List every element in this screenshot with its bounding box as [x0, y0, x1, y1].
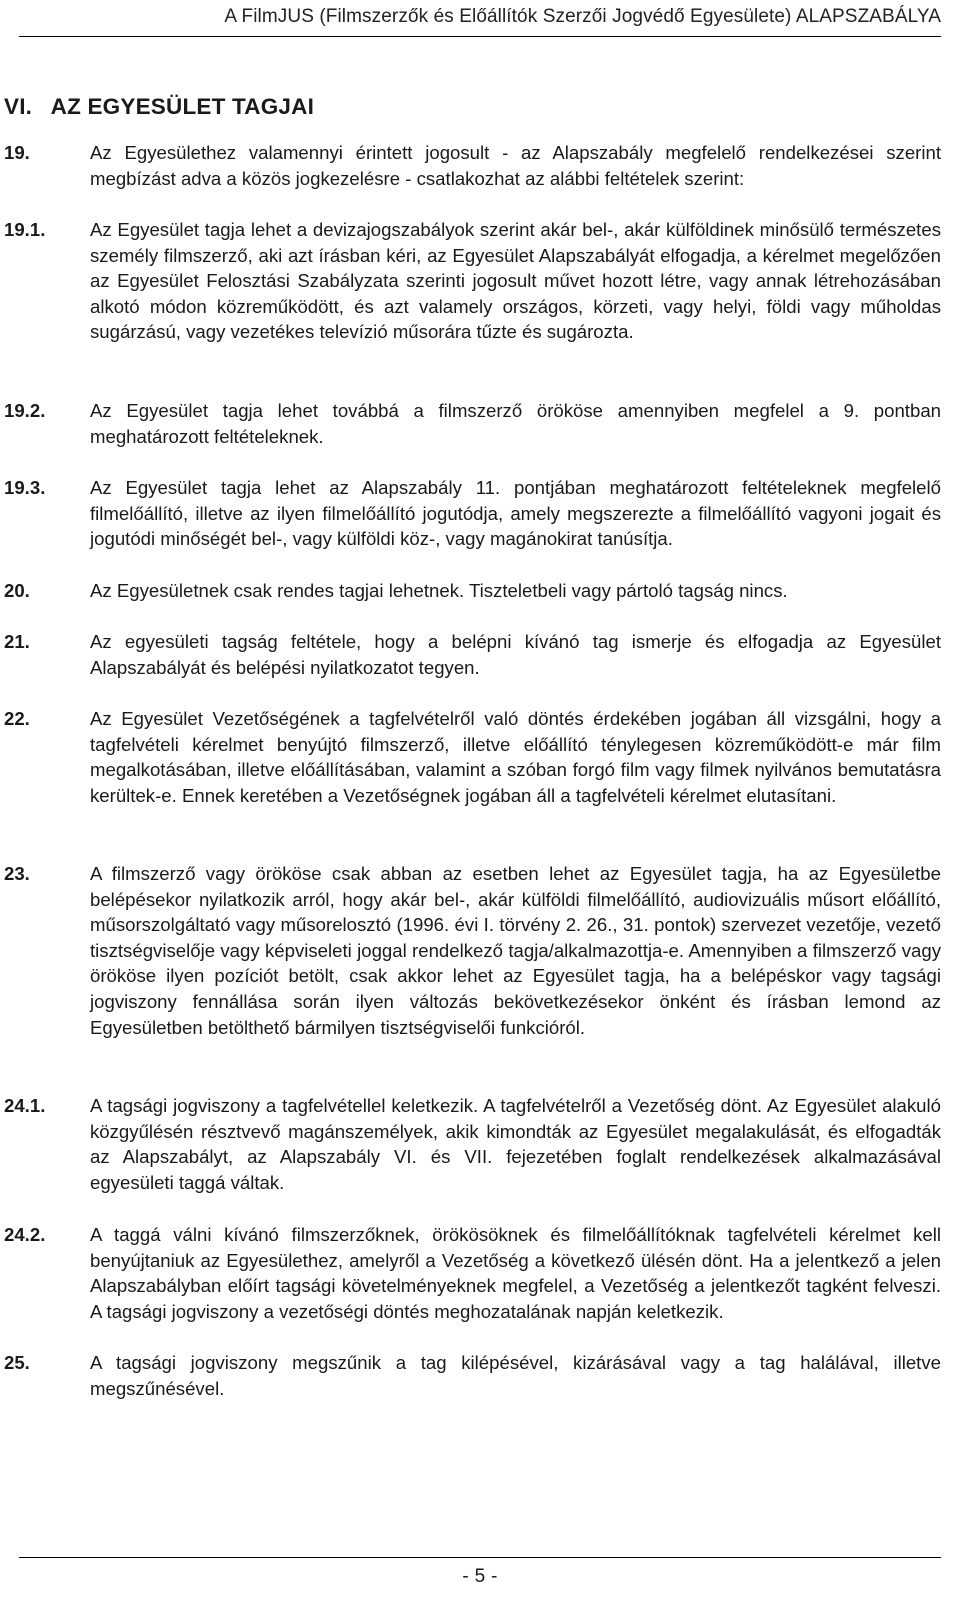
header-rule — [19, 36, 941, 37]
paragraph-text: A tagsági jogviszony a tagfelvétellel keletkezik. A tagfelvételről a Vezetőség dönt. Az Egyesület alakuló közgyűlésén résztvevő magánszemélyek, akik kimondták az Egyesület megalakulását, és elfogadták az Alapszabályt, az Alapszabály VI. és VII. fejezetében foglalt rendelkezések alkalmazásával egyesületi taggá váltak. — [90, 1095, 941, 1193]
paragraph-22 — [4, 706, 941, 808]
paragraph-19-2 — [4, 398, 941, 449]
section-title: VI. AZ EGYESÜLET TAGJAI — [4, 94, 315, 119]
paragraph-text: A taggá válni kívánó filmszerzőknek, örökösöknek és filmelőállítóknak tagfelvételi kérelmet kell benyújtaniuk az Egyesülethez, amelyről a Vezetőség a következő ülésén dönt. Ha a jelentkező a jelen Alapszabályban előírt tagsági követelményeknek megfelel, a Vezetőség a jelentkezőt tagként felveszi. A tagsági jogviszony a vezetőségi döntés meghozatalának napján keletkezik. — [90, 1224, 941, 1322]
paragraph-21 — [4, 629, 941, 680]
paragraph-text: Az Egyesületnek csak rendes tagjai lehetnek. Tiszteletbeli vagy pártoló tagság nincs. — [90, 580, 788, 601]
paragraph-number: 20. — [4, 580, 30, 601]
paragraph-number: 24.2. — [4, 1224, 46, 1245]
paragraph-text: Az Egyesülethez valamennyi érintett jogosult - az Alapszabály megfelelő rendelkezései szerint megbízást adva a közös jogkezelésre - csatlakozhat az alábbi feltételek szerint: — [90, 142, 941, 189]
paragraph-text: Az egyesületi tagság feltétele, hogy a belépni kívánó tag ismerje és elfogadja az Egyesület Alapszabályát és belépési nyilatkozatot tegyen. — [90, 631, 941, 678]
paragraph-number: 22. — [4, 708, 30, 729]
paragraph-23 — [4, 861, 941, 1040]
paragraph-text: A tagsági jogviszony megszűnik a tag kilépésével, kizárásával vagy a tag halálával, illetve megszűnésével. — [90, 1352, 941, 1399]
page-number: - 5 - — [462, 1566, 498, 1587]
paragraph-text: A filmszerző vagy örököse csak abban az esetben lehet az Egyesület tagja, ha az Egyesületbe belépésekor nyilatkozik arról, hogy akár bel-, akár külföldi filmelőállító, audiovizuális műsort előállító, műsorszolgáltató vagy műsorelosztó (1996. évi I. törvény 2. 26., 31. pontok) szervezet vezetője, vezető tisztségviselője vagy képviseleti joggal rendelkező tagja/alkalmazottja-e. Amennyiben a filmszerző vagy örököse ilyen pozíciót betölt, csak akkor lehet az Egyesület tagja, ha a belépéskor vagy tagsági jogviszony fennállása során ilyen változás bekövetkezésekor önként és írásban lemond az Egyesületben betölthető bármilyen tisztségviselői funkcióról. — [90, 863, 941, 1038]
paragraph-number: 23. — [4, 863, 30, 884]
paragraph-24-2 — [4, 1222, 941, 1324]
paragraph-19 — [4, 140, 941, 191]
paragraph-text: Az Egyesület Vezetőségének a tagfelvételről való döntés érdekében jogában áll vizsgálni, hogy a tagfelvételi kérelmet benyújtó filmszerző, illetve előállító ténylegesen közreműködött-e már film megalkotásában, illetve előállításában, valamint a szóban forgó film vagy filmek nyilvános bemutatásra kerültek-e. Ennek keretében a Vezetőségnek jogában áll a tagfelvételi kérelmet elutasítani. — [90, 708, 941, 806]
paragraph-20 — [4, 578, 941, 604]
paragraph-number: 19. — [4, 142, 30, 163]
paragraph-number: 25. — [4, 1352, 30, 1373]
paragraph-number: 24.1. — [4, 1095, 46, 1116]
paragraph-text: Az Egyesület tagja lehet a devizajogszabályok szerint akár bel-, akár külföldinek minősülő természetes személy filmszerző, aki azt írásban kéri, az Egyesület Alapszabályát elfogadja, a kérelmet megelőzően az Egyesület Felosztási Szabályzata szerinti jogosult művet hozott létre, vagy annak létrehozásában alkotó módon közreműködött, és azt valamely országos, körzeti, vagy helyi, földi vagy műholdas sugárzású, vagy vezetékes televízió műsorára tűzte és sugározta. — [90, 219, 941, 343]
footer-rule — [19, 1557, 941, 1558]
paragraph-25 — [4, 1350, 941, 1401]
paragraph-text: Az Egyesület tagja lehet továbbá a filmszerző örököse amennyiben megfelel a 9. pontban meghatározott feltételeknek. — [90, 400, 941, 447]
paragraph-19-3 — [4, 475, 941, 552]
paragraph-number: 19.1. — [4, 219, 46, 240]
running-header: A FilmJUS (Filmszerzők és Előállítók Szerzői Jogvédő Egyesülete) ALAPSZABÁLYA — [224, 6, 941, 27]
paragraph-number: 19.2. — [4, 400, 46, 421]
paragraph-24-1 — [4, 1093, 941, 1195]
paragraph-19-1 — [4, 217, 941, 345]
paragraph-text: Az Egyesület tagja lehet az Alapszabály 11. pontjában meghatározott feltételeknek megfelelő filmelőállító, illetve az ilyen filmelőállító jogutódja, amely megszerezte a filmelőállító vagyoni jogait és jogutódi minőségét bel-, vagy külföldi köz-, vagy magánokirat tanúsítja. — [90, 477, 941, 550]
paragraph-number: 21. — [4, 631, 30, 652]
paragraph-number: 19.3. — [4, 477, 46, 498]
